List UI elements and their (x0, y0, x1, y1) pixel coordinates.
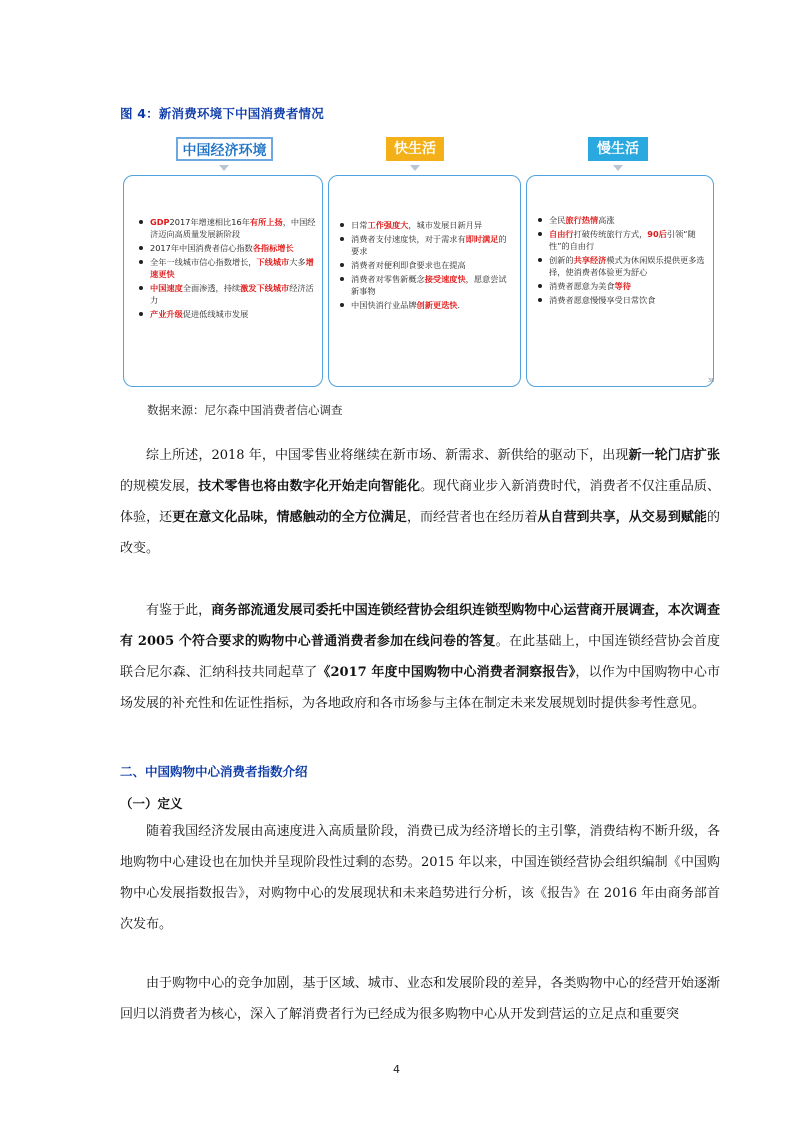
body-paragraph (120, 440, 720, 564)
tag-fast-life: 快生活 (386, 137, 444, 161)
bullet-text: 高涨 (598, 215, 615, 225)
bold-text: 商务部流通发展司委托中国连锁经营协会组织连锁型购物中心运营商开展调查，本次调查有 2005 个符合要求的购物中心普通消费者参加在线问卷的答复 (120, 603, 720, 649)
bullet-text: 消费者对零售新概念 (351, 274, 425, 284)
bold-text: 从自营到共享，从交易到赋能 (537, 510, 707, 525)
highlight-text: 下线城市 (256, 257, 290, 267)
bullet-text: 大多 (289, 257, 306, 267)
bullet-item (138, 216, 316, 240)
bullet-item (339, 219, 512, 231)
bullet-text: 日常 (351, 220, 368, 230)
text-run: ，而经营者也在经历着 (406, 510, 538, 525)
highlight-text: 增速更快 (150, 257, 314, 279)
figure-source: 数据来源：尼尔森中国消费者信心调查 (147, 403, 343, 417)
highlight-text: 中国速度 (150, 283, 183, 293)
highlight-text: 工作强度大 (367, 220, 409, 230)
body-paragraph (120, 816, 720, 940)
bold-text: 新一轮门店扩张 (628, 448, 720, 463)
consumer-environment-figure (120, 134, 720, 384)
panel-slow-life (526, 175, 714, 387)
bold-text: 《2017 年度中国购物中心消费者洞察报告》 (317, 665, 576, 680)
text-run: 。在此基础上，中国连锁经营协会首度联合尼尔森、汇纳科技共同起草了 (120, 634, 720, 680)
bullet-item (339, 233, 512, 257)
bullet-text: 2017年中国消费者信心指数 (150, 243, 253, 253)
bullet-item (138, 282, 316, 306)
bullet-text: 消费者支付速度快，对于需求有 (351, 234, 466, 244)
page-number: 4 (393, 1063, 400, 1076)
bullet-text: 消费者愿意为美食 (549, 281, 615, 291)
bullet-item (339, 299, 512, 311)
highlight-text: 90后 (647, 229, 667, 239)
text-run: 综上所述，2018 年，中国零售业将继续在新市场、新需求、新供给的驱动下，出现 (146, 448, 629, 463)
bullet-text: 模式为休闲娱乐提供更多选择，使消费者体验更为舒心 (549, 255, 705, 277)
panel-economy (123, 175, 323, 387)
corner-mark: 38 (708, 378, 715, 384)
bullet-item (339, 259, 512, 271)
subsection-title: （一）定义 (120, 796, 183, 811)
bullet-item (138, 256, 316, 280)
bullet-item (537, 280, 705, 292)
bullet-text: 促进低线城市发展 (182, 309, 249, 319)
body-paragraph (120, 968, 720, 1030)
text-run: ，以作为中国购物中心市场发展的补充性和佐证性指标，为各地政府和各市场参与主体在制定未来发展规划时提供参考性意见。 (120, 665, 720, 711)
highlight-text: 各指标增长 (252, 243, 294, 253)
arrow-down-icon (219, 165, 229, 171)
bullet-item (537, 228, 705, 252)
bullet-text: ，城市发展日新月异 (408, 220, 483, 230)
bullet-text: 的要求 (351, 234, 507, 256)
bullet-item (537, 254, 705, 278)
highlight-text: 激发下线城市 (240, 283, 290, 293)
body-paragraph (120, 595, 720, 719)
highlight-text: GDP (150, 217, 170, 227)
text-run: 的规模发展， (120, 479, 199, 494)
bullet-text: 中国快消行业品牌 (351, 300, 417, 310)
section-title: 二、中国购物中心消费者指数介绍 (120, 764, 308, 779)
tag-slow-life: 慢生活 (588, 137, 648, 161)
highlight-text: 接受速度快 (424, 274, 466, 284)
highlight-text: 即时满足 (465, 234, 499, 244)
highlight-text: 旅行热情 (565, 215, 599, 225)
bullet-text: ，愿意尝试新事物 (351, 274, 507, 296)
highlight-text: 自由行 (549, 229, 574, 239)
arrow-down-icon (410, 165, 420, 171)
text-run: 由于购物中心的竞争加剧，基于区域、城市、业态和发展阶段的差异，各类购物中心的经营开始逐渐回归以消费者为核心，深入了解消费者行为已经成为很多购物中心从开发到营运的立足点和重要突 (120, 976, 720, 1022)
bullet-text: . (457, 300, 461, 310)
bullet-text: ，中国经济迈向高质量发展新阶段 (150, 217, 316, 239)
bullet-text: 全面渗透，持续 (182, 283, 241, 293)
bullet-text: 消费者对便利即食要求也在提高 (351, 260, 466, 270)
highlight-text: 产业升级 (150, 309, 183, 319)
bullet-text: 消费者愿意慢慢享受日常饮食 (549, 295, 656, 305)
bullet-text: 经济活力 (150, 283, 314, 305)
highlight-text: 有所上扬 (249, 217, 283, 227)
bullet-text: 创新的 (549, 255, 574, 265)
bold-text: 技术零售也将由数字化开始走向智能化 (198, 479, 421, 494)
highlight-text: 等待 (614, 281, 631, 291)
text-run: 随着我国经济发展由高速度进入高质量阶段，消费已成为经济增长的主引擎，消费结构不断升级，各地购物中心建设也在加快并呈现阶段性过剩的态势。2015 年以来，中国连锁经营协会组织编制《中国购物中心发展指数报告》，对购物中心的发展现状和未来趋势进行分析，该《报告》在 2016 年由商务部首次发布。 (120, 824, 720, 932)
bold-text: 更在意文化品味，情感触动的全方位满足 (172, 510, 407, 525)
highlight-text: 创新更迭快 (416, 300, 458, 310)
bullet-item (537, 214, 705, 226)
bullet-text: 2017年增速相比16年 (169, 217, 250, 227)
bullet-item (537, 294, 705, 306)
figure-title: 图 4：新消费环境下中国消费者情况 (120, 106, 324, 121)
bullet-item (138, 242, 316, 254)
bullet-item (138, 308, 316, 320)
bullet-text: 全民 (549, 215, 566, 225)
bullet-text: 引领“随性”的自由行 (549, 229, 696, 251)
panel-fast-life (328, 175, 521, 387)
highlight-text: 共享经济 (573, 255, 607, 265)
bullet-text: 全年一线城市信心指数增长， (150, 257, 257, 267)
text-run: 的改变。 (120, 510, 720, 556)
arrow-down-icon (613, 165, 623, 171)
bullet-item (339, 273, 512, 297)
text-run: 。现代商业步入新消费时代，消费者不仅注重品质、体验，还 (120, 479, 720, 525)
bullet-text: 打破传统旅行方式， (573, 229, 648, 239)
tag-economy: 中国经济环境 (176, 137, 273, 161)
text-run: 有鉴于此， (146, 603, 212, 618)
